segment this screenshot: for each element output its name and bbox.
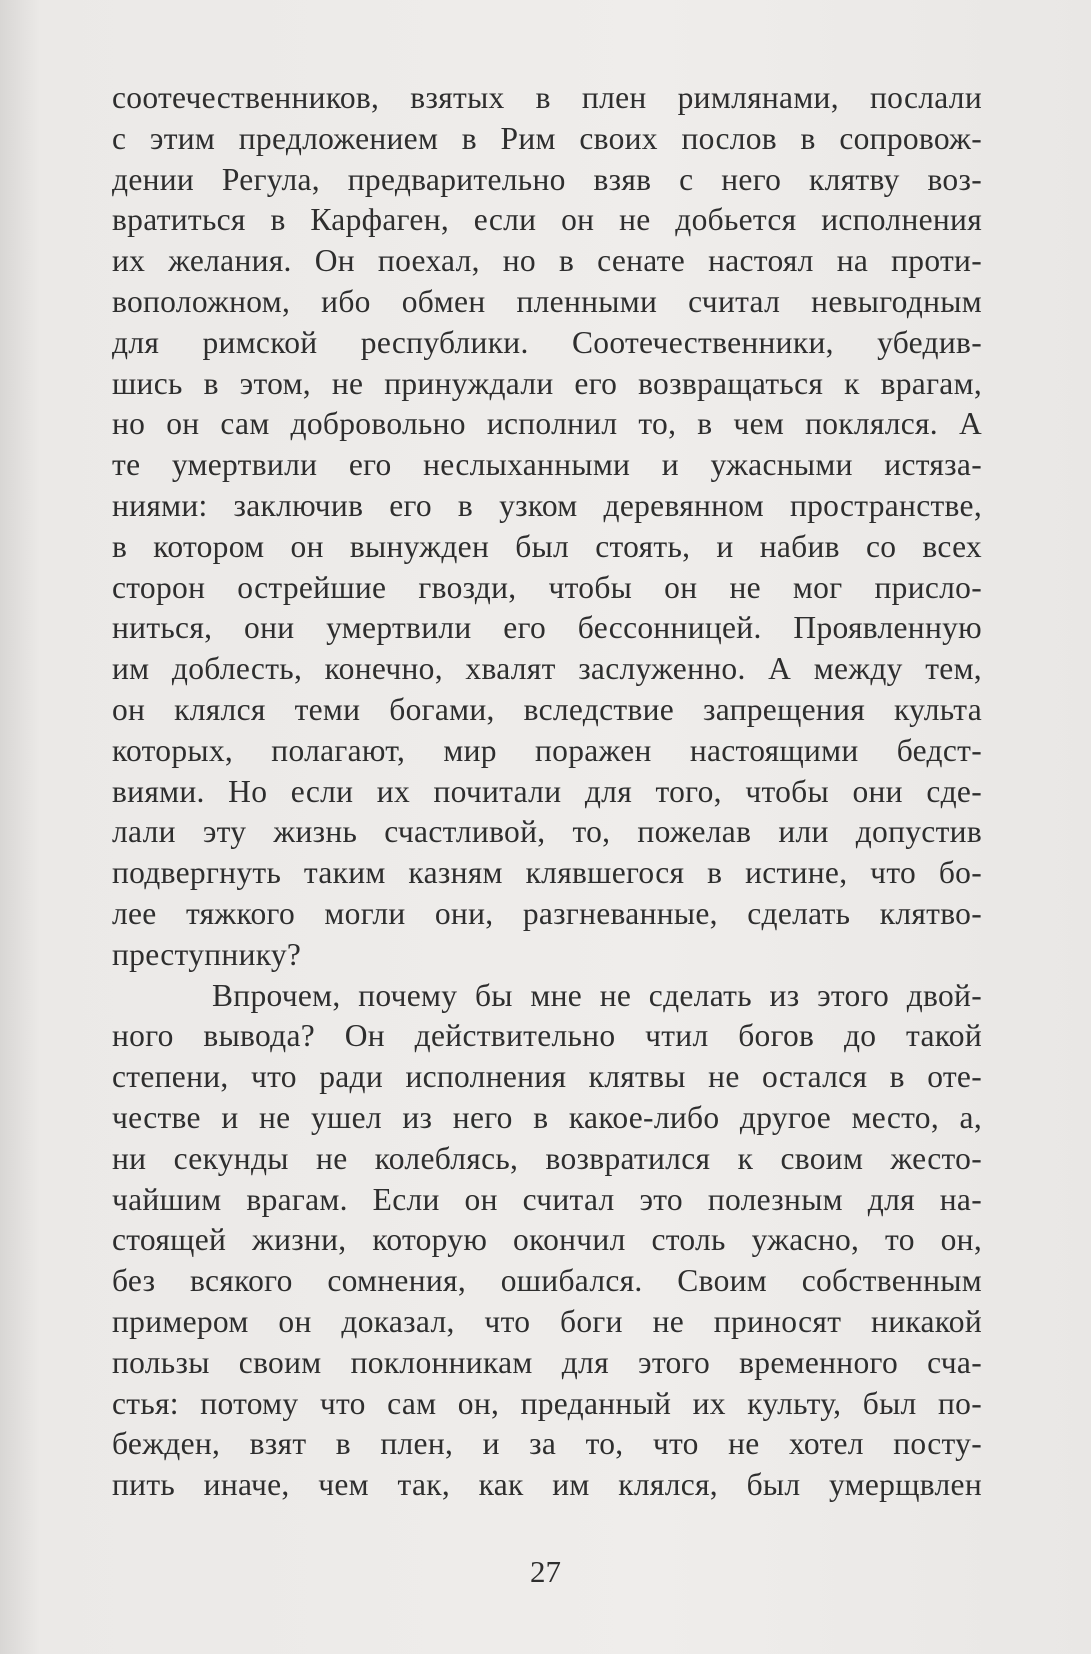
text-line: сторон острейшие гвозди, чтобы он не мог присло- [112,569,982,605]
text-line: с этим предложением в Рим своих послов в сопровож- [112,120,982,156]
page-number: 27 [530,1554,561,1589]
text-line: ниями: заключив его в узком деревянном пространстве, [112,487,982,523]
text-line: лее тяжкого могли они, разгневанные, сделать клятво- [112,895,982,931]
text-line: преступнику? [112,936,302,972]
text-line: стоящей жизни, которую окончил столь ужасно, то он, [112,1222,982,1258]
text-line: ни секунды не колеблясь, возвратился к своим жесто- [112,1140,982,1176]
text-line: без всякого сомнения, ошибался. Своим собственным [112,1263,982,1299]
text-line: честве и не ушел из него в какое-либо другое место, а, [112,1099,982,1135]
text-line: шись в этом, не принуждали его возвращаться к врагам, [112,365,982,401]
text-line: те умертвили его неслыханными и ужасными истяза- [112,447,982,483]
text-line: лали эту жизнь счастливой, то, пожелав или допустив [112,814,982,850]
text-line: чайшим врагам. Если он считал это полезным для на- [112,1181,982,1217]
text-line: степени, что ради исполнения клятвы не остался в оте- [112,1059,982,1095]
text-line: он клялся теми богами, вследствие запрещения культа [112,691,982,727]
text-line: пить иначе, чем так, как им клялся, был умерщвлен [112,1467,982,1503]
text-line: их желания. Он поехал, но в сенате настоял на проти- [112,243,982,279]
text-line: воположном, ибо обмен пленными считал невыгодным [112,283,982,319]
text-line: для римской республики. Соотечественники, убедив- [112,324,982,360]
text-line: которых, полагают, мир поражен настоящими бедст- [112,732,982,768]
text-line: ного вывода? Он действительно чтил богов до такой [112,1018,982,1054]
text-line: виями. Но если их почитали для того, чтобы они сде- [112,773,982,809]
text-line: подвергнуть таким казням клявшегося в истине, что бо- [112,855,982,891]
text-line: бежден, взят в плен, и за то, что не хотел посту- [112,1426,982,1462]
text-line: ниться, они умертвили его бессонницей. Проявленную [112,610,982,646]
text-line: пользы своим поклонникам для этого временного сча- [112,1344,982,1380]
text-line: но он сам добровольно исполнил то, в чем поклялся. А [112,406,982,442]
text-line: дении Регула, предварительно взяв с него клятву воз- [112,161,982,197]
text-line: им доблесть, конечно, хвалят заслуженно. А между тем, [112,651,982,687]
text-line: соотечественников, взятых в плен римлянами, послали [112,80,982,115]
text-line: Впрочем, почему бы мне не сделать из этого двой- [212,977,982,1013]
text-line: стья: потому что сам он, преданный их культу, был по- [112,1385,982,1421]
body-text [112,78,982,1506]
text-line: вратиться в Карфаген, если он не добьется исполнения [112,202,982,238]
text-line: в котором он вынужден был стоять, и набив со всех [112,528,982,564]
text-line: примером он доказал, что боги не приносят никакой [112,1303,982,1339]
